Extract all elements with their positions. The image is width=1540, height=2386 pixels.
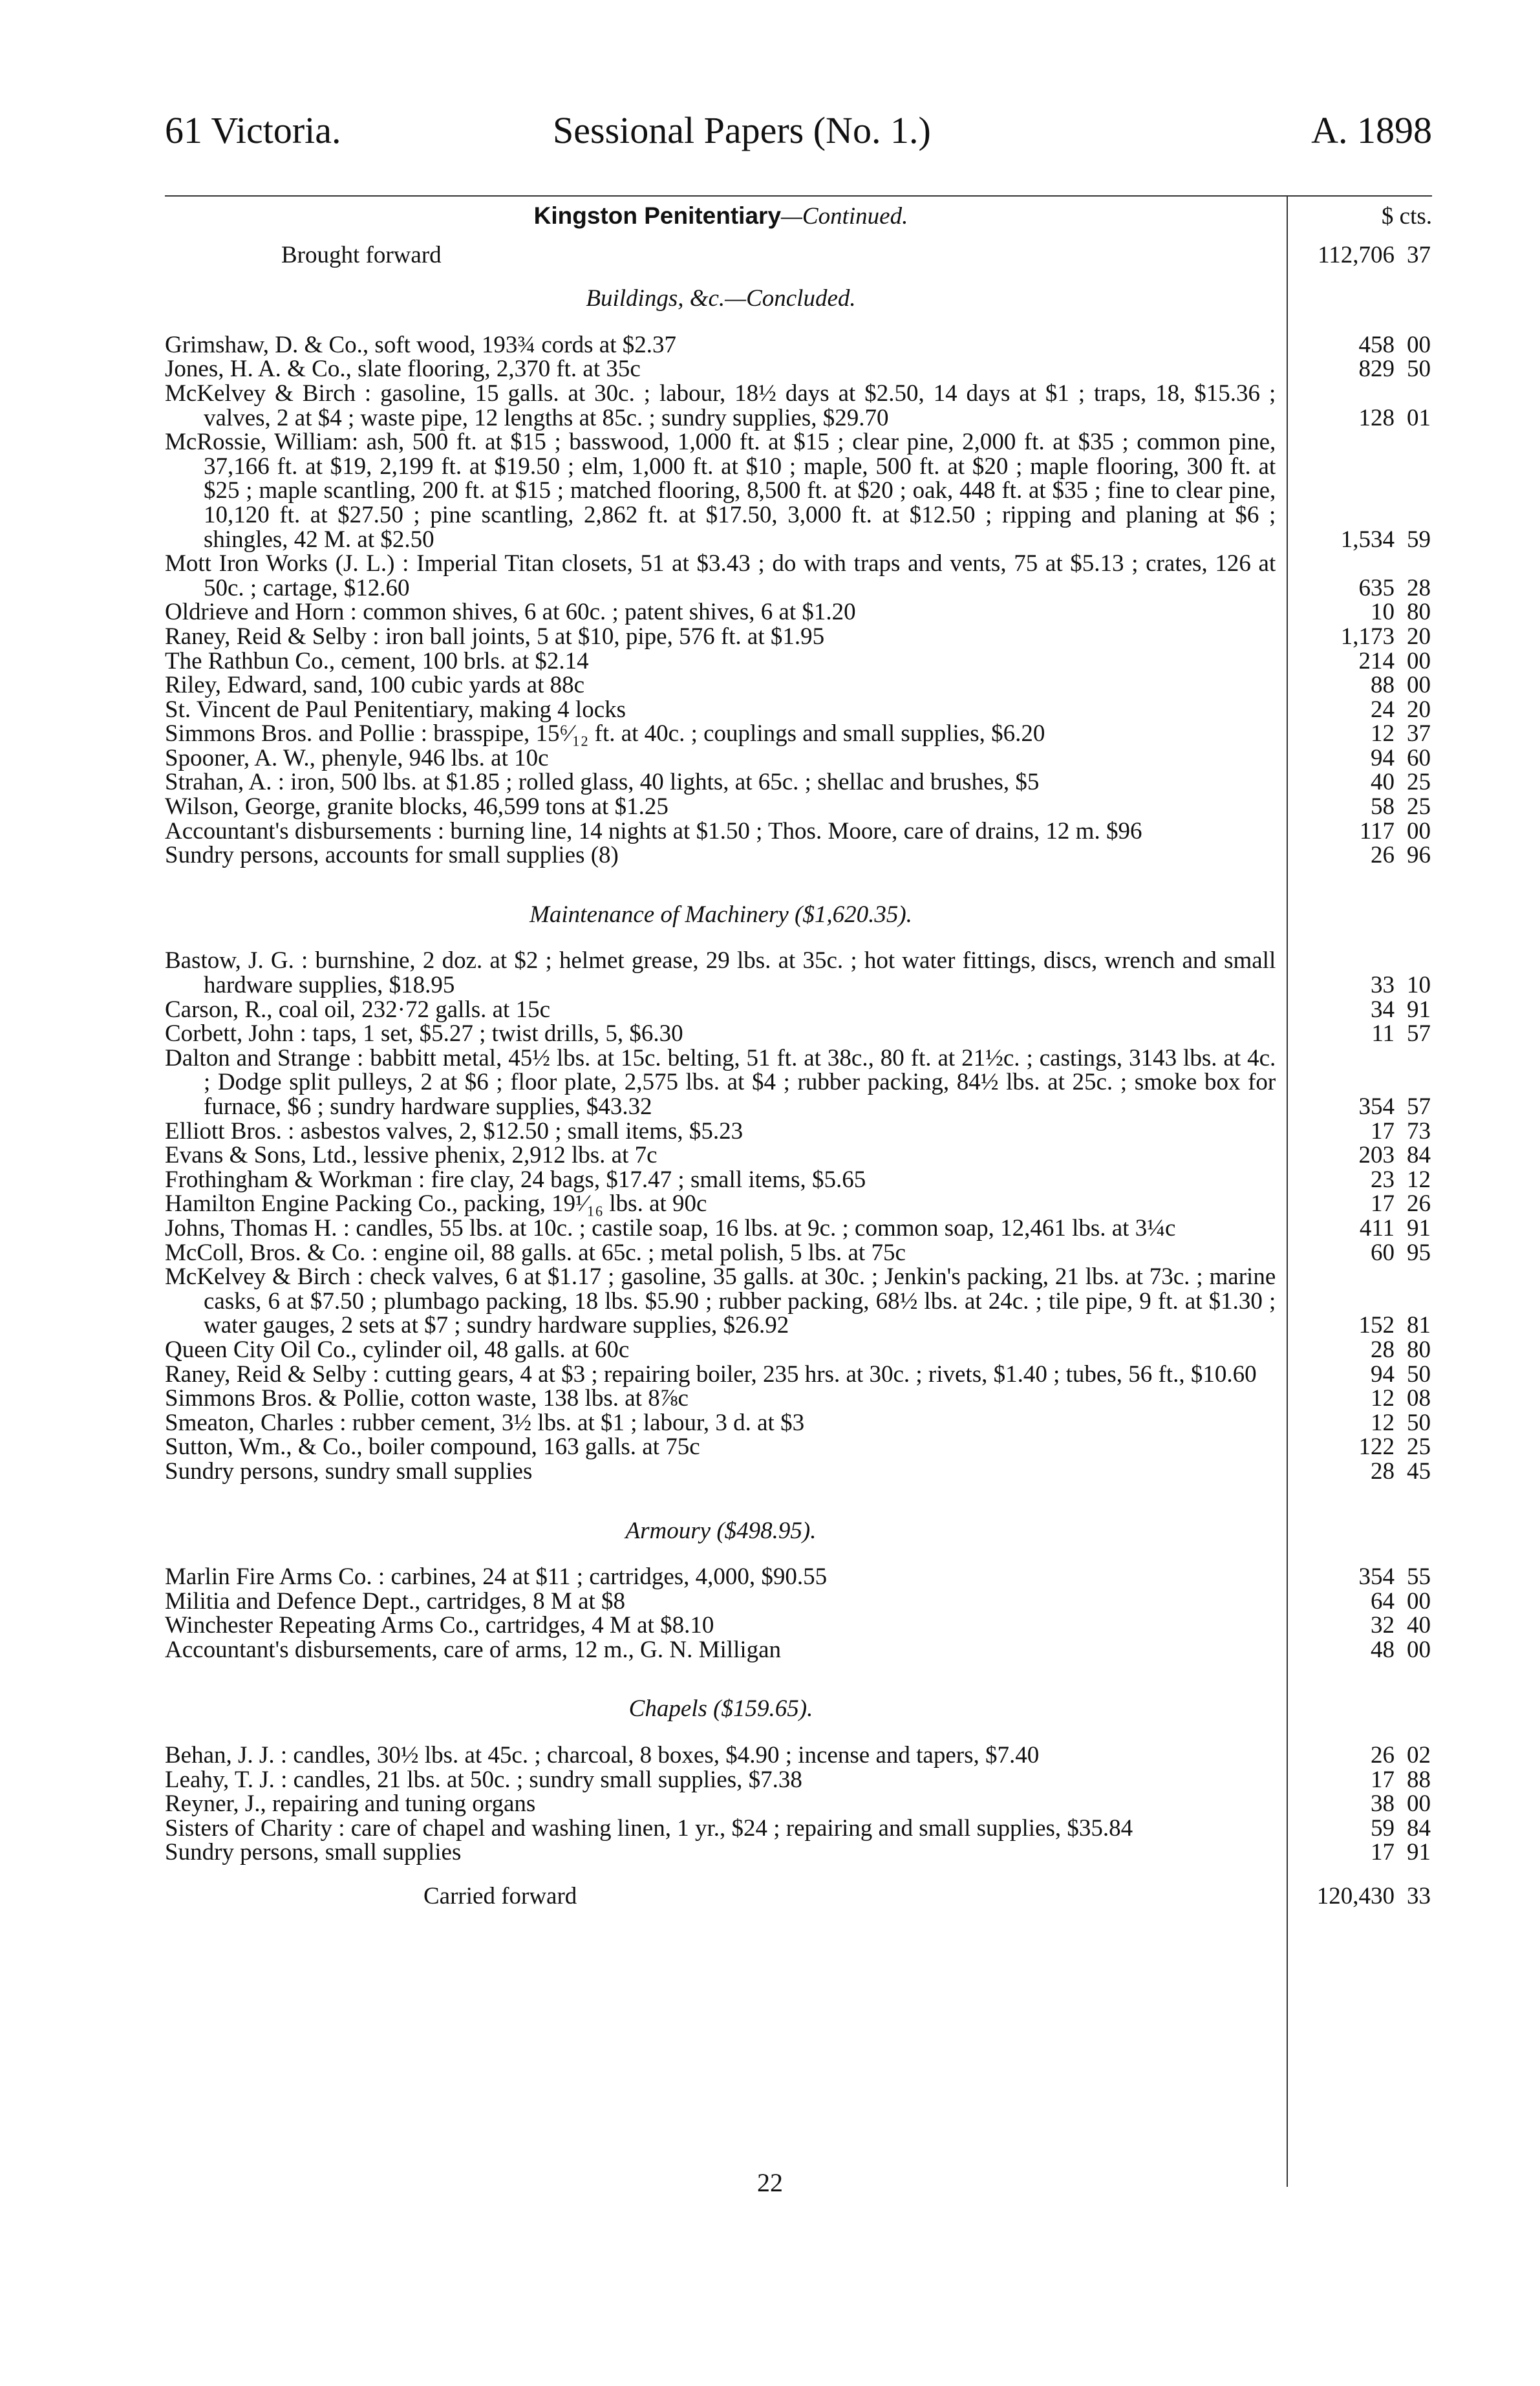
entry-cents: 91 (1407, 996, 1431, 1023)
entry-amount (1276, 1386, 1432, 1411)
header-right: A. 1898 (1311, 109, 1432, 151)
entry-description: Evans & Sons, Ltd., lessive phenix, 2,912 lbs. at 7c (165, 1142, 658, 1169)
entry-dollars: 17 (1371, 1117, 1395, 1145)
entry-amount (1276, 1589, 1432, 1614)
entry-amount (1276, 649, 1432, 674)
entry-dollars: 24 (1371, 696, 1395, 723)
entry-dollars: 128 (1358, 404, 1395, 431)
entry-cents: 00 (1407, 672, 1431, 699)
entry-amount (1276, 819, 1432, 844)
entry-description: Simmons Bros. & Pollie, cotton waste, 138 lbs. at 8⅞c (165, 1385, 689, 1412)
section-heading-row (165, 1697, 1432, 1721)
ledger-entry (165, 1565, 1432, 1589)
entry-amount (1276, 333, 1432, 358)
entry-cents: 57 (1407, 1093, 1431, 1120)
entry-dollars: 12 (1371, 720, 1395, 747)
entry-description: Queen City Oil Co., cylinder oil, 48 galls. at 60c (165, 1336, 630, 1363)
entry-dollars: 48 (1371, 1636, 1395, 1663)
entry-description: Bastow, J. G. : burnshine, 2 doz. at $2 ; helmet grease, 29 lbs. at 35c. ; hot water fittings, discs, wrench and small hardware supplies, $18.95 (165, 947, 1276, 999)
entry-cents: 59 (1407, 526, 1431, 553)
entry-cents: 88 (1407, 1766, 1431, 1793)
entry-amount (1276, 1022, 1432, 1046)
entry-cents: 96 (1407, 842, 1431, 869)
ledger-entry (165, 1840, 1432, 1865)
ledger-entry (165, 1768, 1432, 1792)
entry-cents: 00 (1407, 1587, 1431, 1615)
entry-amount (1276, 1459, 1432, 1484)
entry-description: Behan, J. J. : candles, 30½ lbs. at 45c. ; charcoal, 8 boxes, $4.90 ; incense and tapers, $7.40 (165, 1742, 1040, 1769)
entry-description: Oldrieve and Horn : common shives, 6 at 60c. ; patent shives, 6 at $1.20 (165, 599, 856, 626)
entry-dollars: 635 (1358, 574, 1395, 601)
entry-cents: 00 (1407, 1790, 1431, 1818)
section-heading: Chapels ($159.65). (628, 1695, 813, 1723)
ledger-content (165, 204, 1432, 1909)
ledger-entry (165, 1411, 1432, 1435)
entry-amount (1276, 357, 1432, 382)
entry-cents: 91 (1407, 1214, 1431, 1241)
entry-cents: 55 (1407, 1564, 1431, 1591)
entry-amount (1276, 973, 1432, 998)
entry-description: McRossie, William: ash, 500 ft. at $15 ; basswood, 1,000 ft. at $15 ; clear pine, 2,000 ft. at $35 ; common pine, 37,166 ft. at $19, 2,199 ft. at $19.50 ; elm, 1,000 ft. at $10 ; maple, 500 ft. at $20 ; maple flooring, 300 ft. at $25 ; maple scantling, 200 ft. at $15 ; matched flooring, 8,500 ft. at $20 ; oak, 448 ft. at $35 ; fine to clear pine, 10,120 ft. at $27.50 ; pine scantling, 2,862 ft. at $17.50, 3,000 ft. at $12.50 ; ripping and planing at $6 ; shingles, 42 M. at $2.50 (165, 429, 1276, 553)
ledger-entry (165, 746, 1432, 771)
ledger-entry (165, 1143, 1432, 1168)
entry-cents: 00 (1407, 1636, 1431, 1663)
entry-description: Elliott Bros. : asbestos valves, 2, $12.50 ; small items, $5.23 (165, 1117, 743, 1145)
ledger-entry (165, 1435, 1432, 1459)
entry-dollars: 411 (1359, 1214, 1395, 1241)
page-title (165, 204, 1277, 229)
entry-amount (1276, 1338, 1432, 1362)
ledger-entry (165, 1216, 1432, 1241)
entry-description: Smeaton, Charles : rubber cement, 3½ lbs. at $1 ; labour, 3 d. at $3 (165, 1409, 805, 1436)
entry-amount (1276, 746, 1432, 771)
entry-dollars: 58 (1371, 793, 1395, 821)
ledger-entry (165, 1362, 1432, 1387)
entry-cents: 60 (1407, 744, 1431, 771)
entry-description: Marlin Fire Arms Co. : carbines, 24 at $11 ; cartridges, 4,000, $90.55 (165, 1564, 828, 1591)
entry-dollars: 214 (1358, 647, 1395, 674)
entry-amount (1276, 795, 1432, 819)
entry-amount (1276, 1613, 1432, 1638)
entry-amount (1276, 1435, 1432, 1459)
entry-dollars: 94 (1371, 744, 1395, 771)
entry-amount (1276, 1143, 1432, 1168)
ledger-entry (165, 430, 1432, 552)
entry-amount (1276, 1768, 1432, 1792)
entry-description: Riley, Edward, sand, 100 cubic yards at 88c (165, 672, 585, 699)
entry-description: Simmons Bros. and Pollie : brasspipe, 15⁶⁄₁₂ ft. at 40c. ; couplings and small supplies, $6.20 (165, 720, 1045, 747)
entry-cents: 01 (1407, 404, 1431, 431)
entry-description: Wilson, George, granite blocks, 46,599 tons at $1.25 (165, 793, 668, 821)
ledger-entry (165, 1265, 1432, 1338)
entry-dollars: 26 (1371, 842, 1395, 869)
entry-dollars: 11 (1371, 1020, 1395, 1048)
entry-cents: 25 (1407, 1434, 1431, 1461)
ledger-entry (165, 1386, 1432, 1411)
entry-amount (1276, 528, 1432, 552)
entry-description: Dalton and Strange : babbitt metal, 45½ lbs. at 15c. belting, 51 ft. at 38c., 80 ft. at 21½c. ; castings, 3143 lbs. at 4c. ; Dodge split pulleys, 2 at $6 ; floor plate, 2,575 lbs. at $4 ; rubber packing, 84½ lbs. at 25c. ; smoke box for furnace, $6 ; sundry hardware supplies, $43.32 (165, 1044, 1276, 1120)
ledger-entry (165, 625, 1432, 649)
entry-dollars: 59 (1371, 1814, 1395, 1842)
entry-description: Leahy, T. J. : candles, 21 lbs. at 50c. ; sundry small supplies, $7.38 (165, 1766, 802, 1793)
entry-description: McColl, Bros. & Co. : engine oil, 88 galls. at 65c. ; metal polish, 5 lbs. at 75c (165, 1239, 906, 1266)
entry-cents: 50 (1407, 1409, 1431, 1436)
currency-header: $ cts. (1381, 203, 1432, 230)
entry-dollars: 28 (1371, 1457, 1395, 1485)
entry-cents: 81 (1407, 1312, 1431, 1339)
entry-cents: 25 (1407, 769, 1431, 796)
ledger-entry (165, 1338, 1432, 1362)
ledger-entry (165, 1792, 1432, 1816)
ledger-entry (165, 1168, 1432, 1192)
entry-dollars: 829 (1358, 356, 1395, 383)
entry-dollars: 203 (1358, 1142, 1395, 1169)
entry-amount (1276, 1638, 1432, 1662)
entry-amount (1276, 1119, 1432, 1144)
entry-dollars: 1,534 (1340, 526, 1395, 553)
entry-amount (1276, 576, 1432, 601)
entry-amount (1276, 1241, 1432, 1265)
entry-dollars: 23 (1371, 1166, 1395, 1193)
section-heading: Maintenance of Machinery ($1,620.35). (529, 901, 912, 928)
carried-forward-amount: 120,430 33 (1316, 1883, 1431, 1910)
entry-dollars: 122 (1358, 1434, 1395, 1461)
entry-cents: 91 (1407, 1839, 1431, 1866)
entry-amount (1276, 1565, 1432, 1589)
entry-description: St. Vincent de Paul Penitentiary, making 4 locks (165, 696, 626, 723)
ledger-entry (165, 649, 1432, 674)
entry-cents: 84 (1407, 1814, 1431, 1842)
ledger-entry (165, 998, 1432, 1022)
entry-description: The Rathbun Co., cement, 100 brls. at $2.14 (165, 647, 589, 674)
ledger-entry (165, 1119, 1432, 1144)
entry-description: Johns, Thomas H. : candles, 55 lbs. at 10c. ; castile soap, 16 lbs. at 9c. ; common soap, 12,461 lbs. at 3¼c (165, 1214, 1176, 1241)
entry-amount (1276, 1192, 1432, 1216)
entry-dollars: 458 (1358, 331, 1395, 358)
entry-description: Reyner, J., repairing and tuning organs (165, 1790, 536, 1818)
entry-cents: 57 (1407, 1020, 1431, 1048)
entry-cents: 00 (1407, 647, 1431, 674)
ledger-entry (165, 552, 1432, 600)
section-heading-row (165, 286, 1432, 311)
ledger-entry (165, 673, 1432, 698)
entry-cents: 73 (1407, 1117, 1431, 1145)
entry-cents: 12 (1407, 1166, 1431, 1193)
entry-description: Sundry persons, sundry small supplies (165, 1457, 533, 1485)
entry-amount (1276, 722, 1432, 746)
entry-description: Sisters of Charity : care of chapel and washing linen, 1 yr., $24 ; repairing and small supplies, $35.84 (165, 1814, 1133, 1842)
entry-dollars: 28 (1371, 1336, 1395, 1363)
header-rule (165, 195, 1432, 197)
entry-amount (1276, 770, 1432, 795)
entry-cents: 45 (1407, 1457, 1431, 1485)
entry-dollars: 38 (1371, 1790, 1395, 1818)
entry-dollars: 60 (1371, 1239, 1395, 1266)
entry-description: Accountant's disbursements, care of arms, 12 m., G. N. Milligan (165, 1636, 782, 1663)
carried-forward-label: Carried forward (423, 1883, 577, 1910)
entry-dollars: 10 (1371, 599, 1395, 626)
entry-dollars: 12 (1371, 1409, 1395, 1436)
entry-description: Raney, Reid & Selby : iron ball joints, 5 at $10, pipe, 576 ft. at $1.95 (165, 623, 825, 650)
ledger-entry (165, 1743, 1432, 1768)
entry-cents: 50 (1407, 356, 1431, 383)
entry-description: Raney, Reid & Selby : cutting gears, 4 at $3 ; repairing boiler, 235 hrs. at 30c. ; rivets, $1.40 ; tubes, 56 ft., $10.60 (165, 1360, 1257, 1388)
ledger-entry (165, 357, 1432, 382)
entry-amount (1276, 1792, 1432, 1816)
ledger-entry (165, 1192, 1432, 1216)
entry-description: Winchester Repeating Arms Co., cartridges, 4 M at $8.10 (165, 1612, 714, 1639)
ledger-entry (165, 949, 1432, 997)
entry-description: Sutton, Wm., & Co., boiler compound, 163 galls. at 75c (165, 1434, 700, 1461)
entry-description: Jones, H. A. & Co., slate flooring, 2,370 ft. at 35c (165, 356, 641, 383)
entry-description: Carson, R., coal oil, 232·72 galls. at 15c (165, 996, 551, 1023)
entry-dollars: 32 (1371, 1612, 1395, 1639)
entry-dollars: 17 (1371, 1839, 1395, 1866)
entry-cents: 20 (1407, 696, 1431, 723)
entry-description: Accountant's disbursements : burning line, 14 nights at $1.50 ; Thos. Moore, care of drains, 12 m. $96 (165, 817, 1142, 844)
entry-amount (1276, 1840, 1432, 1865)
ledger-entry (165, 843, 1432, 868)
section-heading-row (165, 903, 1432, 927)
entry-description: McKelvey & Birch : gasoline, 15 galls. at 30c. ; labour, 18½ days at $2.50, 14 days at $1 ; traps, 18, $15.36 ; valves, 2 at $4 ; waste pipe, 12 lengths at 85c. ; sundry supplies, $29.70 (165, 380, 1276, 431)
entry-amount (1276, 600, 1432, 625)
entry-cents: 08 (1407, 1385, 1431, 1412)
brought-forward-amount: 112,706 37 (1318, 241, 1431, 268)
entry-dollars: 34 (1371, 996, 1395, 1023)
entry-dollars: 26 (1371, 1742, 1395, 1769)
ledger-entry (165, 770, 1432, 795)
entry-cents: 50 (1407, 1360, 1431, 1388)
entry-cents: 25 (1407, 793, 1431, 821)
ledger-entry (165, 1241, 1432, 1265)
entry-description: Strahan, A. : iron, 500 lbs. at $1.85 ; rolled glass, 40 lights, at 65c. ; shellac and brushes, $5 (165, 769, 1040, 796)
entry-description: Frothingham & Workman : fire clay, 24 bags, $17.47 ; small items, $5.65 (165, 1166, 866, 1193)
entry-dollars: 354 (1358, 1564, 1395, 1591)
entry-dollars: 17 (1371, 1190, 1395, 1218)
ledger-entry (165, 698, 1432, 722)
title-row (165, 204, 1432, 229)
header-center: Sessional Papers (No. 1.) (553, 109, 931, 151)
entry-dollars: 354 (1358, 1093, 1395, 1120)
entry-dollars: 88 (1371, 672, 1395, 699)
entry-dollars: 64 (1371, 1587, 1395, 1615)
entry-cents: 95 (1407, 1239, 1431, 1266)
entry-description: Mott Iron Works (J. L.) : Imperial Titan closets, 51 at $3.43 ; do with traps and vents, 75 at $5.13 ; crates, 126 at 50c. ; cartage, $12.60 (165, 550, 1276, 601)
ledger-entry (165, 1638, 1432, 1662)
entry-amount (1276, 698, 1432, 722)
ledger-entry (165, 1816, 1432, 1841)
entry-description: Corbett, John : taps, 1 set, $5.27 ; twist drills, 5, $6.30 (165, 1020, 683, 1048)
entry-cents: 80 (1407, 1336, 1431, 1363)
ledger-entry (165, 600, 1432, 625)
entry-amount (1276, 1411, 1432, 1435)
entry-cents: 10 (1407, 972, 1431, 999)
entry-dollars: 94 (1371, 1360, 1395, 1388)
ledger-entry (165, 1459, 1432, 1484)
entry-dollars: 33 (1371, 972, 1395, 999)
ledger-entry (165, 1046, 1432, 1119)
entry-amount (1276, 1313, 1432, 1338)
entry-dollars: 12 (1371, 1385, 1395, 1412)
entry-cents: 84 (1407, 1142, 1431, 1169)
section-heading: Armoury ($498.95). (625, 1517, 817, 1544)
entry-amount (1276, 1095, 1432, 1119)
entry-cents: 20 (1407, 623, 1431, 650)
entry-description: McKelvey & Birch : check valves, 6 at $1.17 ; gasoline, 35 galls. at 30c. ; Jenkin's packing, 21 lbs. at 73c. ; marine casks, 6 at $7.50 ; plumbago packing, 18 lbs. $5.90 ; rubber packing, 68½ lbs. at 24c. ; tile pipe, 9 ft. at $1.30 ; water gauges, 2 sets at $7 ; sundry hardware supplies, $26.92 (165, 1263, 1276, 1339)
entry-dollars: 17 (1371, 1766, 1395, 1793)
entry-cents: 02 (1407, 1742, 1431, 1769)
entry-cents: 40 (1407, 1612, 1431, 1639)
entry-description: Sundry persons, small supplies (165, 1839, 462, 1866)
entry-amount (1276, 998, 1432, 1022)
entry-cents: 00 (1407, 331, 1431, 358)
ledger-entry (165, 722, 1432, 746)
header-left: 61 Victoria. (165, 109, 341, 151)
carried-forward-row (165, 1884, 1432, 1909)
entry-amount (1276, 1168, 1432, 1192)
entry-dollars: 40 (1371, 769, 1395, 796)
brought-forward-row (165, 243, 1432, 268)
entry-description: Militia and Defence Dept., cartridges, 8 M at $8 (165, 1587, 626, 1615)
entry-amount (1276, 1362, 1432, 1387)
entry-amount (1276, 673, 1432, 698)
ledger-entry (165, 1613, 1432, 1638)
entry-cents: 80 (1407, 599, 1431, 626)
section-heading: Buildings, &c.—Concluded. (586, 285, 856, 312)
section-heading-row (165, 1519, 1432, 1543)
entry-amount (1276, 625, 1432, 649)
running-header (165, 105, 1432, 156)
ledger-entry (165, 819, 1432, 844)
entry-description: Spooner, A. W., phenyle, 946 lbs. at 10c (165, 744, 549, 771)
entry-dollars: 152 (1358, 1312, 1395, 1339)
entry-description: Grimshaw, D. & Co., soft wood, 193¾ cords at $2.37 (165, 331, 676, 358)
entry-cents: 26 (1407, 1190, 1431, 1218)
ledger-entry (165, 1022, 1432, 1046)
page-title-bold: Kingston Penitentiary (533, 202, 782, 229)
entry-dollars: 1,173 (1340, 623, 1395, 650)
ledger-entry (165, 795, 1432, 819)
entry-cents: 37 (1407, 720, 1431, 747)
entry-amount (1276, 1743, 1432, 1768)
ledger-entry (165, 1589, 1432, 1614)
entry-cents: 00 (1407, 817, 1431, 844)
brought-forward-label: Brought forward (281, 241, 442, 268)
entry-description: Sundry persons, accounts for small supplies (8) (165, 842, 619, 869)
page-number: 22 (757, 2168, 783, 2197)
sections (165, 267, 1432, 1865)
entry-dollars: 117 (1359, 817, 1395, 844)
page-title-continued: —Continued. (781, 203, 908, 230)
entry-amount (1276, 406, 1432, 431)
entry-amount (1276, 1816, 1432, 1841)
entry-amount (1276, 843, 1432, 868)
entry-cents: 28 (1407, 574, 1431, 601)
entry-description: Hamilton Engine Packing Co., packing, 19¹⁄₁₆ lbs. at 90c (165, 1190, 707, 1218)
ledger-entry (165, 382, 1432, 430)
entry-amount (1276, 1216, 1432, 1241)
ledger-entry (165, 333, 1432, 358)
